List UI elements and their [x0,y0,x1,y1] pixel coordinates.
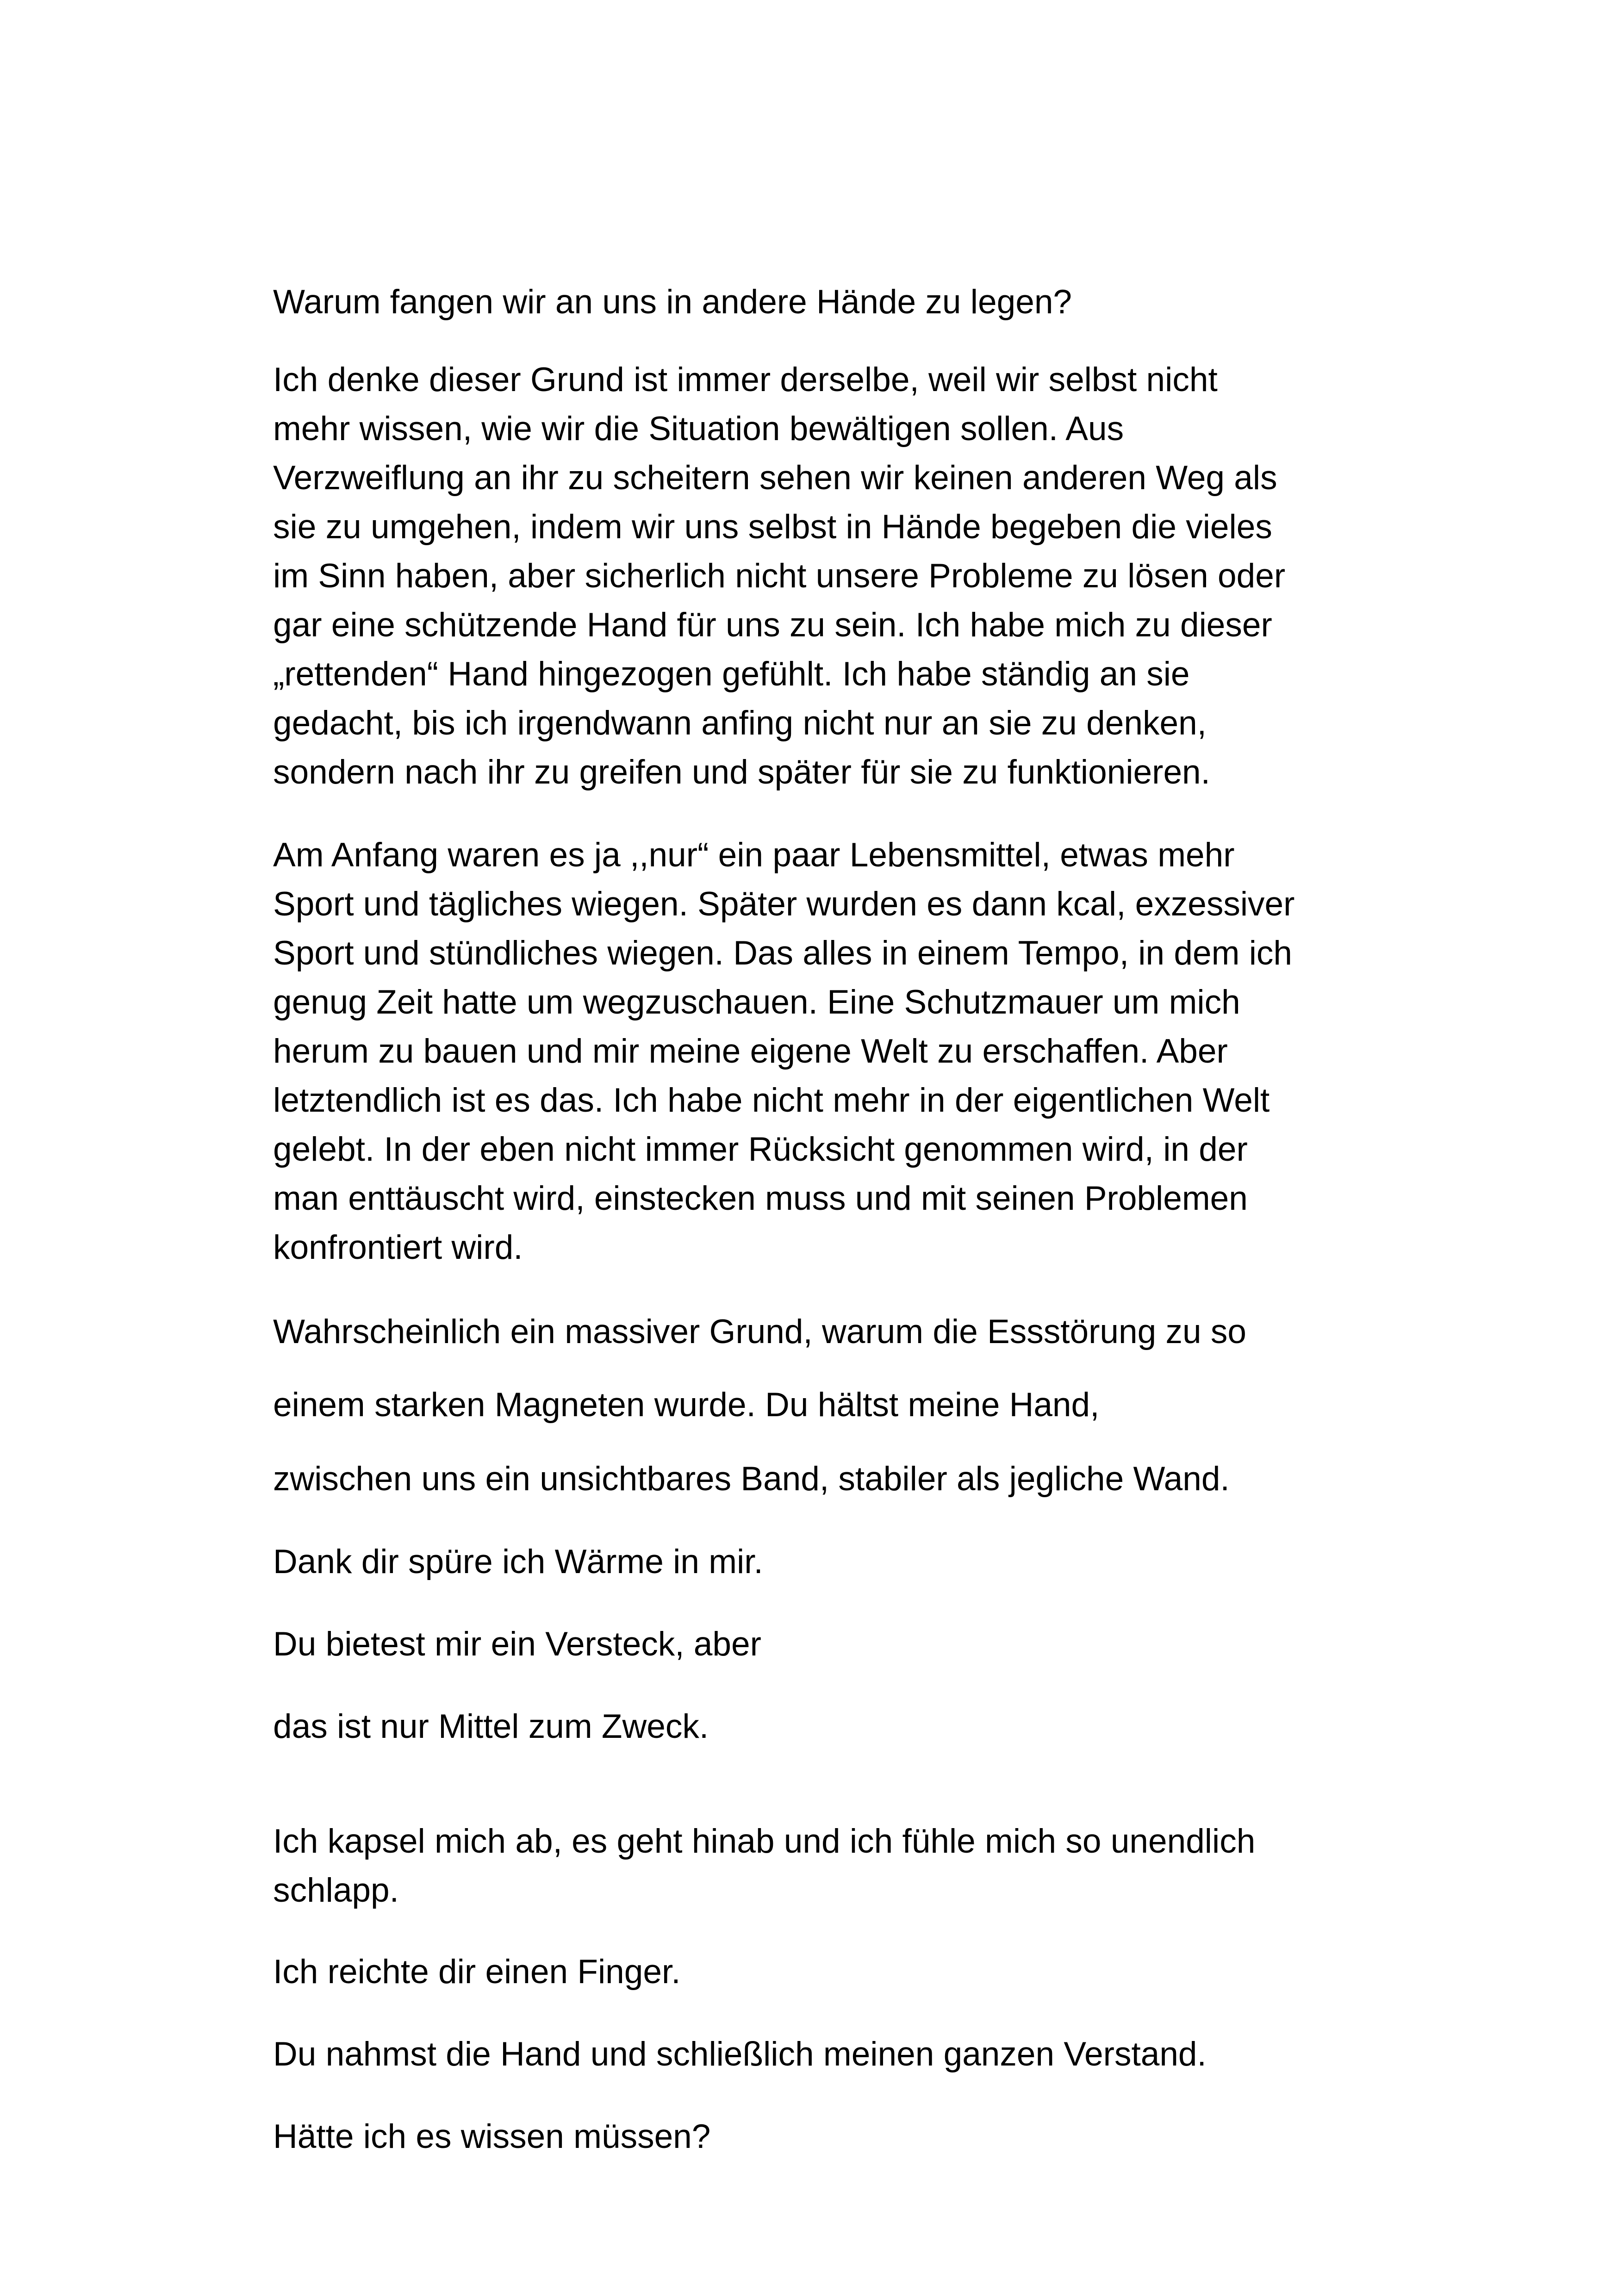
document-heading [273,278,1365,327]
text-line: genug Zeit hatte um wegzuschauen. Eine Schutzmauer um mich [273,983,1240,1021]
text-line: Verzweiflung an ihr zu scheitern sehen wir keinen anderen Weg als [273,459,1277,497]
text-line: Du bietest mir ein Versteck, aber [273,1625,761,1663]
text-line: herum zu bauen und mir meine eigene Welt zu erschaffen. Aber [273,1033,1228,1070]
text-line: gedacht, bis ich irgendwann anfing nicht nur an sie zu denken, [273,704,1207,742]
paragraph-3 [273,1817,1365,1915]
text-line: Am Anfang waren es ja ,,nur“ ein paar Lebensmittel, etwas mehr [273,836,1235,874]
text-line: gar eine schützende Hand für uns zu sein. Ich habe mich zu dieser [273,606,1272,644]
text-line: Hätte ich es wissen müssen? [273,2118,711,2155]
text-line: Dank dir spüre ich Wärme in mir. [273,1543,763,1580]
text-line-block [273,1537,1365,1587]
text-line: „rettenden“ Hand hingezogen gefühlt. Ich habe ständig an sie [273,655,1190,693]
text-line: konfrontiert wird. [273,1229,523,1266]
text-line: mehr wissen, wie wir die Situation bewältigen sollen. Aus [273,410,1124,448]
text-line: Ich denke dieser Grund ist immer derselbe, weil wir selbst nicht [273,361,1218,398]
text-line-block [273,2030,1365,2079]
text-line: schlapp. [273,1872,399,1909]
text-line-block [273,1948,1365,1997]
text-line: sondern nach ihr zu greifen und später für sie zu funktionieren. [273,753,1210,791]
text-line: Wahrscheinlich ein massiver Grund, warum die Essstörung zu so [273,1313,1246,1350]
text-line: Sport und tägliches wiegen. Später wurden es dann kcal, exzessiver [273,885,1295,923]
text-line: einem starken Magneten wurde. Du hältst meine Hand, [273,1386,1100,1424]
text-line-block [273,1702,1365,1751]
paragraph-2 [273,831,1365,1272]
text-line-block [273,1620,1365,1669]
text-line: Warum fangen wir an uns in andere Hände zu legen? [273,283,1072,321]
text-line: letztendlich ist es das. Ich habe nicht mehr in der eigentlichen Welt [273,1082,1270,1119]
paragraph-1 [273,355,1365,797]
text-line-block [273,1381,1365,1430]
text-line-block [273,2112,1365,2161]
text-line: Ich reichte dir einen Finger. [273,1953,681,1991]
text-line: zwischen uns ein unsichtbares Band, stabiler als jegliche Wand. [273,1460,1230,1498]
text-line: das ist nur Mittel zum Zweck. [273,1708,709,1745]
text-line: sie zu umgehen, indem wir uns selbst in Hände begeben die vieles [273,508,1272,546]
text-line: gelebt. In der eben nicht immer Rücksicht genommen wird, in der [273,1131,1248,1168]
text-line: Sport und stündliches wiegen. Das alles in einem Tempo, in dem ich [273,934,1293,972]
text-line: Ich kapsel mich ab, es geht hinab und ich fühle mich so unendlich [273,1823,1256,1860]
text-line-block [273,1455,1365,1504]
text-line: Du nahmst die Hand und schließlich meinen ganzen Verstand. [273,2035,1207,2073]
text-line-block [273,1307,1365,1356]
text-line: im Sinn haben, aber sicherlich nicht unsere Probleme zu lösen oder [273,557,1286,595]
text-line: man enttäuscht wird, einstecken muss und mit seinen Problemen [273,1180,1248,1217]
